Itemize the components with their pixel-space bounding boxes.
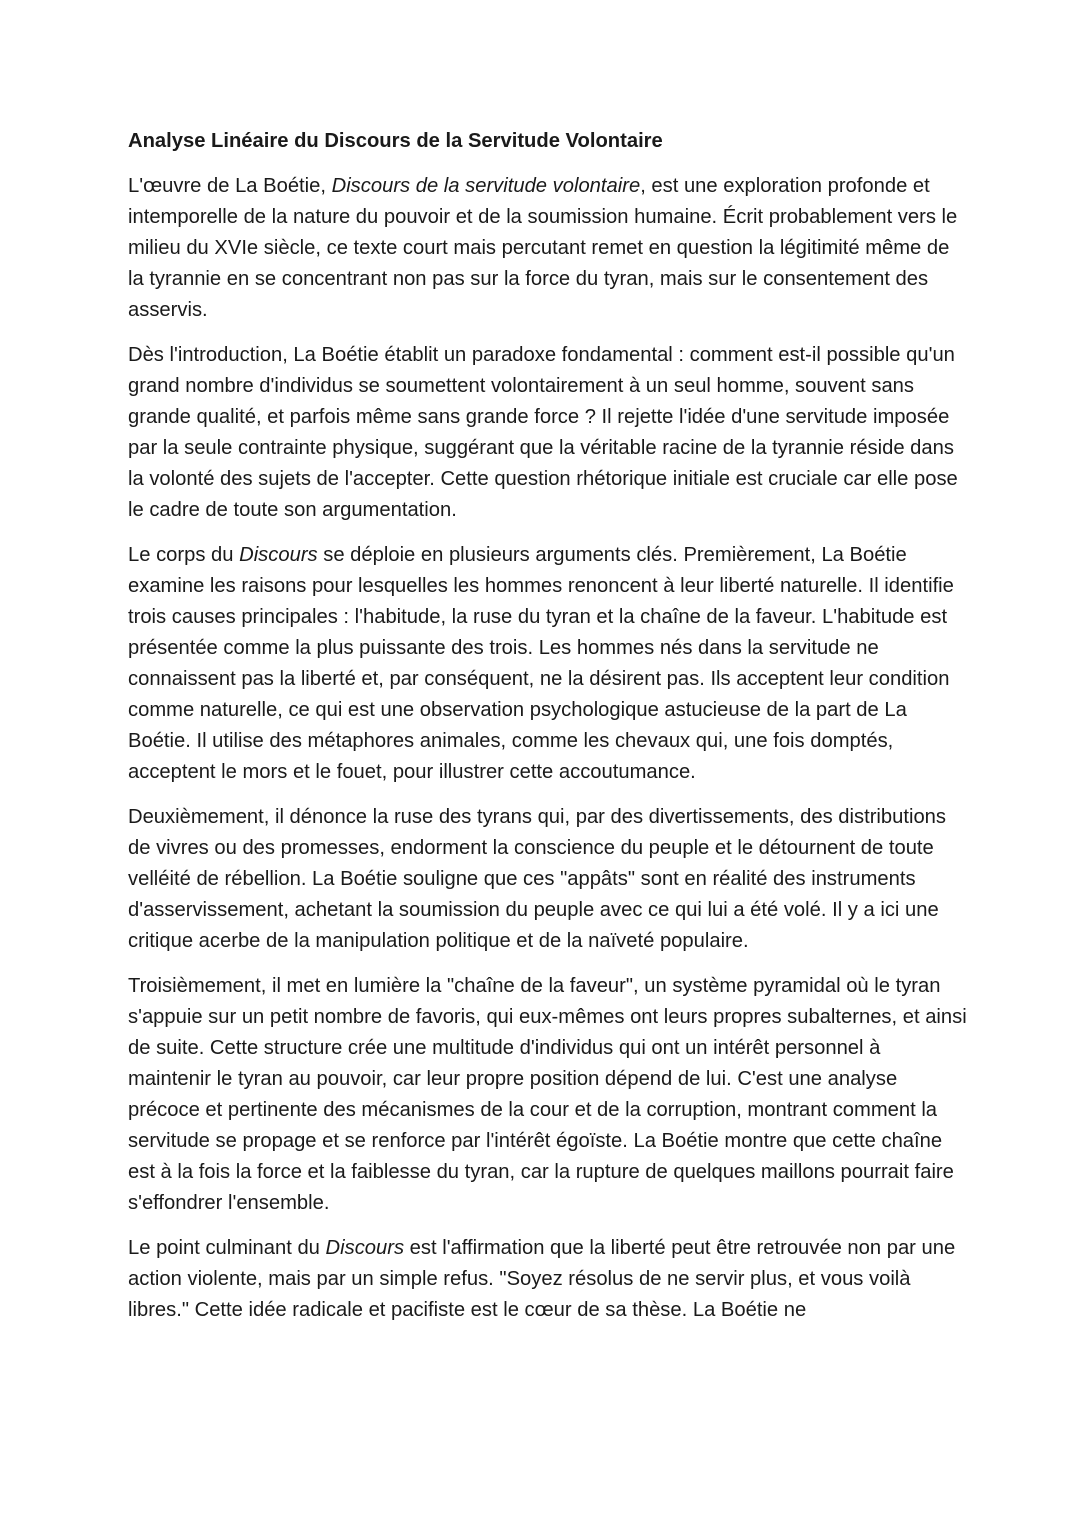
work-title-italic: Discours (239, 544, 318, 566)
paragraph-text: Le corps du (128, 544, 240, 566)
paragraph-text: est l'affirmation que la liberté peut être retrouvée non par une action violente, mais par un simple refus. "Soyez résolus de ne servir plus, et vous voilà libres." Cette idée radicale et pacifiste est le cœur de sa thèse. La Boétie ne (128, 1237, 956, 1321)
paragraph-paradox: Dès l'introduction, La Boétie établit un paradoxe fondamental : comment est-il possible qu'un grand nombre d'individus se soumettent volontairement à un seul homme, souvent sans grande qualité, et parfois même sans grande force ? Il rejette l'idée d'une servitude imposée par la seule contrainte physique, suggérant que la véritable racine de la tyrannie réside dans la volonté des sujets de l'accepter. Cette question rhétorique initiale est cruciale car elle pose le cadre de toute son argumentation. (128, 344, 958, 521)
work-title-italic: Discours de la servitude volontaire (331, 175, 641, 197)
paragraph-text: L'œuvre de La Boétie, (128, 175, 332, 197)
paragraph-arguments (128, 540, 968, 788)
work-title-italic: Discours (325, 1237, 405, 1259)
paragraph-introduction (128, 171, 968, 326)
paragraph-text: Le point culminant du (128, 1237, 326, 1259)
paragraph-text: se déploie en plusieurs arguments clés. Premièrement, La Boétie examine les raisons pour lesquelles les hommes renoncent à leur liberté naturelle. Il identifie trois causes principales : l'habitude, la ruse du tyran et la chaîne de la faveur. L'habitude est présentée comme la plus puissante des trois. Les hommes nés dans la servitude ne connaissent pas la liberté et, par conséquent, ne la désirent pas. Ils acceptent leur condition comme naturelle, ce qui est une observation psychologique astucieuse de la part de La Boétie. Il utilise des métaphores animales, comme les chevaux qui, une fois domptés, acceptent le mors et le fouet, pour illustrer cette accoutumance. (128, 544, 954, 783)
paragraph-text: , est une exploration profonde et intemporelle de la nature du pouvoir et de la soumission humaine. Écrit probablement vers le milieu du XVIe siècle, ce texte court mais percutant remet en question la légitimité même de la tyrannie en se concentrant non pas sur la force du tyran, mais sur le consentement des asservis. (128, 175, 958, 321)
paragraph-ruse: Deuxièmement, il dénonce la ruse des tyrans qui, par des divertissements, des distributions de vivres ou des promesses, endorment la conscience du peuple et le détournent de toute velléité de rébellion. La Boétie souligne que ces "appâts" sont en réalité des instruments d'asservissement, achetant la soumission du peuple avec ce qui lui a été volé. Il y a ici une critique acerbe de la manipulation politique et de la naïveté populaire. (128, 806, 946, 952)
document-page (128, 126, 968, 1340)
document-title: Analyse Linéaire du Discours de la Servitude Volontaire (128, 130, 663, 152)
paragraph-chain-of-favor: Troisièmement, il met en lumière la "chaîne de la faveur", un système pyramidal où le tyran s'appuie sur un petit nombre de favoris, qui eux-mêmes ont leurs propres subalternes, et ainsi de suite. Cette structure crée une multitude d'individus qui ont un intérêt personnel à maintenir le tyran au pouvoir, car leur propre position dépend de lui. C'est une analyse précoce et pertinente des mécanismes de la cour et de la corruption, montrant comment la servitude se propage et se renforce par l'intérêt égoïste. La Boétie montre que cette chaîne est à la fois la force et la faiblesse du tyran, car la rupture de quelques maillons pourrait faire s'effondrer l'ensemble. (128, 975, 967, 1214)
paragraph-culmination (128, 1233, 968, 1326)
